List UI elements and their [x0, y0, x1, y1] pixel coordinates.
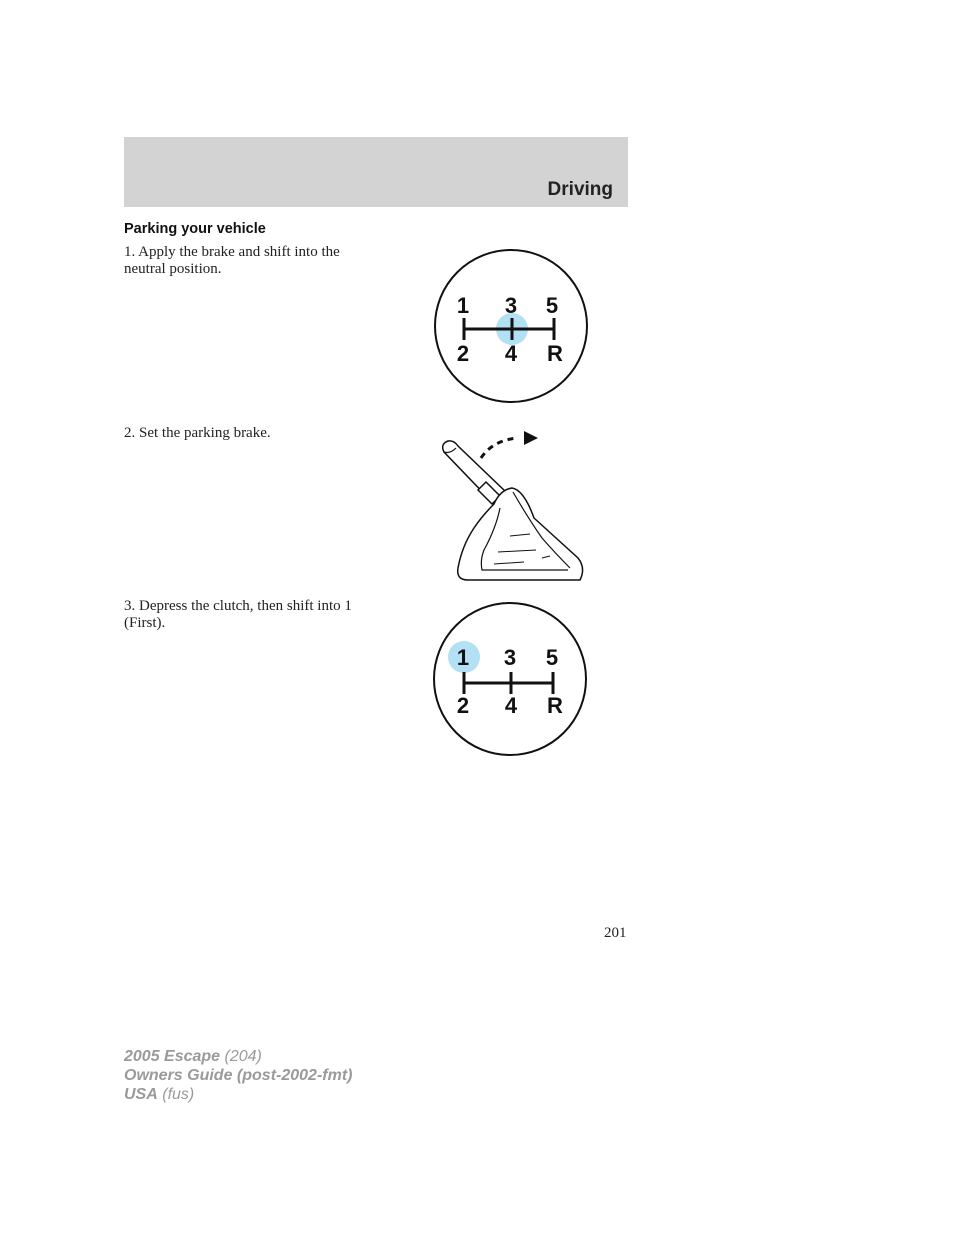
gear-1-label: 1 [456, 645, 470, 670]
gear-2-label: 2 [456, 693, 470, 718]
gear-4-label: 4 [504, 693, 518, 718]
gear-3-label: 3 [503, 645, 517, 670]
brake-boot [458, 488, 583, 580]
page-number: 201 [604, 925, 627, 941]
document-footer [124, 1047, 352, 1104]
section-title: Driving [547, 179, 613, 200]
gear-1-label: 1 [456, 293, 470, 318]
gear-5-label: 5 [545, 645, 559, 670]
step-1-text: 1. Apply the brake and shift into the neutral position. [124, 244, 340, 277]
step-2-text: 2. Set the parking brake. [124, 425, 271, 441]
shift-pattern-first-figure [431, 600, 589, 758]
footer-line-3: USA (fus) [124, 1086, 195, 1103]
arrow-head-icon [524, 431, 538, 445]
pull-direction-arrow [481, 438, 518, 458]
shift-pattern-neutral-figure [432, 247, 590, 405]
gear-4-label: 4 [504, 341, 518, 366]
parking-brake-figure [438, 428, 588, 586]
footer-line-1: 2005 Escape (204) [124, 1048, 262, 1065]
step-3-text: 3. Depress the clutch, then shift into 1 (First). [124, 598, 352, 631]
gear-r-label: R [547, 693, 563, 718]
section-header-band [124, 137, 628, 207]
footer-line-2: Owners Guide (post-2002-fmt) [124, 1067, 353, 1084]
gear-3-label: 3 [504, 293, 518, 318]
gear-2-label: 2 [456, 341, 470, 366]
gear-5-label: 5 [545, 293, 559, 318]
gear-r-label: R [547, 341, 563, 366]
page-subheading: Parking your vehicle [124, 221, 266, 237]
